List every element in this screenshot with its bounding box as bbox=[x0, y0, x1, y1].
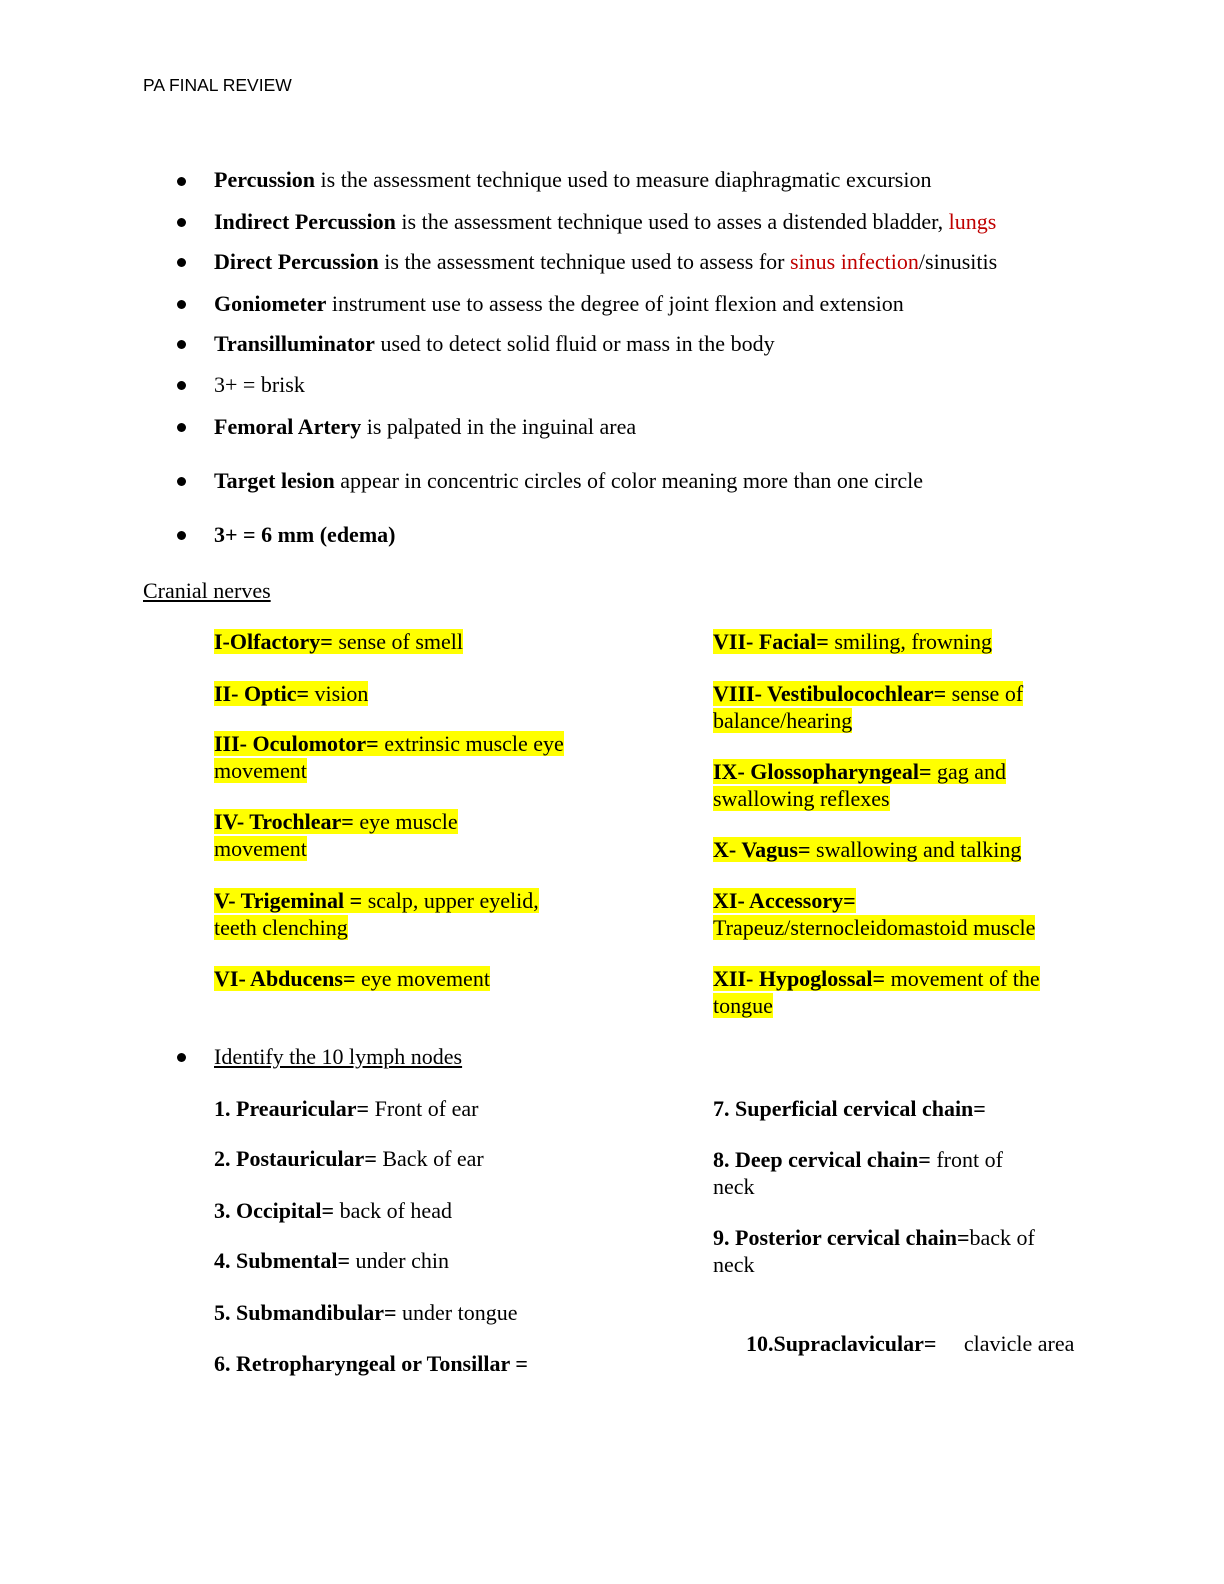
cranial-nerve-item bbox=[214, 965, 584, 992]
description: is the assessment technique used to measure diaphragmatic excursion bbox=[315, 167, 932, 192]
bullet-dot bbox=[177, 258, 186, 267]
description: is the assessment technique used to asses a distended bladder, bbox=[395, 209, 949, 234]
cranial-nerve-item bbox=[713, 680, 1063, 734]
bullet-dot bbox=[177, 531, 186, 540]
list-item bbox=[214, 290, 904, 317]
list-item bbox=[214, 208, 996, 235]
node-name: 2. Postauricular= bbox=[214, 1146, 377, 1171]
nerve-function: Trapeuz/sternocleidomastoid muscle bbox=[713, 915, 1036, 940]
list-item bbox=[214, 248, 997, 275]
term: 3+ = 6 mm (edema) bbox=[214, 522, 396, 547]
nerve-function: scalp, upper eyelid, teeth clenching bbox=[214, 888, 539, 940]
nerve-name: XI- Accessory= bbox=[713, 888, 856, 913]
lymph-node-item bbox=[214, 1299, 684, 1326]
node-name: 8. Deep cervical chain= bbox=[713, 1147, 931, 1172]
page-header: PA FINAL REVIEW bbox=[143, 75, 292, 95]
lymph-node-item bbox=[713, 1224, 1073, 1278]
cranial-nerve-item bbox=[713, 758, 1053, 812]
lymph-node-item bbox=[713, 1095, 1083, 1122]
lymph-node-item bbox=[713, 1146, 1043, 1200]
cranial-nerve-item bbox=[214, 730, 564, 784]
description: used to detect solid fluid or mass in the body bbox=[374, 331, 775, 356]
node-location: clavicle area bbox=[936, 1331, 1075, 1356]
nerve-name: IX- Glossopharyngeal= bbox=[713, 759, 932, 784]
nerve-function: sense of smell bbox=[332, 629, 463, 654]
lymph-node-item bbox=[214, 1197, 684, 1224]
bullet-dot bbox=[177, 340, 186, 349]
list-item bbox=[214, 330, 775, 357]
nerve-name: IV- Trochlear= bbox=[214, 809, 354, 834]
cranial-nerve-item bbox=[713, 965, 1078, 1019]
term: Goniometer bbox=[214, 291, 327, 316]
list-item bbox=[214, 166, 931, 193]
nerve-function: eye movement bbox=[355, 966, 490, 991]
nerve-function: movement of the tongue bbox=[713, 966, 1040, 1018]
nerve-name: X- Vagus= bbox=[713, 837, 811, 862]
description: 3+ = brisk bbox=[214, 372, 305, 397]
nerve-function: gag and swallowing reflexes bbox=[713, 759, 1007, 811]
bullet-dot bbox=[177, 1053, 186, 1062]
term: Percussion bbox=[214, 167, 316, 192]
node-location: back of neck bbox=[713, 1225, 1035, 1277]
section-heading-lymph-nodes: Identify the 10 lymph nodes bbox=[214, 1044, 463, 1069]
nerve-function: eye muscle movement bbox=[214, 809, 458, 861]
nerve-function: sense of balance/hearing bbox=[713, 681, 1024, 733]
nerve-name: XII- Hypoglossal= bbox=[713, 966, 886, 991]
lymph-node-item bbox=[214, 1350, 684, 1377]
cranial-nerve-item bbox=[713, 836, 1083, 863]
lymph-node-item bbox=[713, 1303, 1083, 1384]
description: is palpated in the inguinal area bbox=[361, 414, 637, 439]
nerve-name: II- Optic= bbox=[214, 681, 310, 706]
nerve-name: III- Oculomotor= bbox=[214, 731, 379, 756]
cranial-nerve-item bbox=[713, 628, 1083, 655]
description: is the assessment technique used to assess for bbox=[378, 249, 790, 274]
cranial-nerve-item bbox=[214, 887, 574, 941]
red-text: lungs bbox=[948, 209, 997, 234]
node-name: 10.Supraclavicular= bbox=[746, 1331, 937, 1356]
term: Indirect Percussion bbox=[214, 209, 396, 234]
node-location: Back of ear bbox=[376, 1146, 484, 1171]
description-suffix: /sinusitis bbox=[918, 249, 998, 274]
nerve-name: VIII- Vestibulocochlear= bbox=[713, 681, 947, 706]
bullet-dot bbox=[177, 423, 186, 432]
term: Femoral Artery bbox=[214, 414, 362, 439]
node-location: Front of ear bbox=[369, 1096, 479, 1121]
node-location: back of head bbox=[334, 1198, 452, 1223]
list-item bbox=[214, 521, 395, 548]
description: appear in concentric circles of color meaning more than one circle bbox=[334, 468, 924, 493]
lymph-node-item bbox=[214, 1145, 684, 1172]
term: Target lesion bbox=[214, 468, 335, 493]
nerve-function: vision bbox=[309, 681, 369, 706]
lymph-node-item bbox=[214, 1247, 684, 1274]
node-location: under tongue bbox=[396, 1300, 518, 1325]
bullet-dot bbox=[177, 177, 186, 186]
node-name: 7. Superficial cervical chain= bbox=[713, 1096, 986, 1121]
lymph-node-item bbox=[214, 1095, 684, 1122]
bullet-dot bbox=[177, 300, 186, 309]
bullet-dot bbox=[177, 218, 186, 227]
bullet-dot bbox=[177, 381, 186, 390]
term: Direct Percussion bbox=[214, 249, 379, 274]
nerve-name: VII- Facial= bbox=[713, 629, 829, 654]
node-name: 1. Preauricular= bbox=[214, 1096, 370, 1121]
description: instrument use to assess the degree of joint flexion and extension bbox=[326, 291, 904, 316]
node-name: 4. Submental= bbox=[214, 1248, 351, 1273]
nerve-function: smiling, frowning bbox=[828, 629, 992, 654]
node-name: 6. Retropharyngeal or Tonsillar = bbox=[214, 1351, 528, 1376]
cranial-nerve-item bbox=[713, 887, 1073, 941]
bullet-dot bbox=[177, 477, 186, 486]
nerve-name: VI- Abducens= bbox=[214, 966, 356, 991]
node-location: front of neck bbox=[713, 1147, 1003, 1199]
list-item bbox=[214, 413, 636, 440]
node-name: 9. Posterior cervical chain= bbox=[713, 1225, 970, 1250]
cranial-nerve-item bbox=[214, 680, 584, 707]
list-item bbox=[214, 371, 305, 398]
nerve-function: extrinsic muscle eye movement bbox=[214, 731, 564, 783]
node-name: 5. Submandibular= bbox=[214, 1300, 397, 1325]
node-name: 3. Occipital= bbox=[214, 1198, 335, 1223]
list-item bbox=[214, 467, 923, 494]
term: Transilluminator bbox=[214, 331, 375, 356]
cranial-nerve-item bbox=[214, 628, 584, 655]
red-text: sinus infection bbox=[789, 249, 919, 274]
cranial-nerve-item bbox=[214, 808, 494, 862]
nerve-name: V- Trigeminal = bbox=[214, 888, 363, 913]
nerve-name: I-Olfactory= bbox=[214, 629, 333, 654]
nerve-function: swallowing and talking bbox=[810, 837, 1022, 862]
node-location: under chin bbox=[350, 1248, 449, 1273]
section-heading-cranial-nerves: Cranial nerves bbox=[143, 578, 271, 603]
